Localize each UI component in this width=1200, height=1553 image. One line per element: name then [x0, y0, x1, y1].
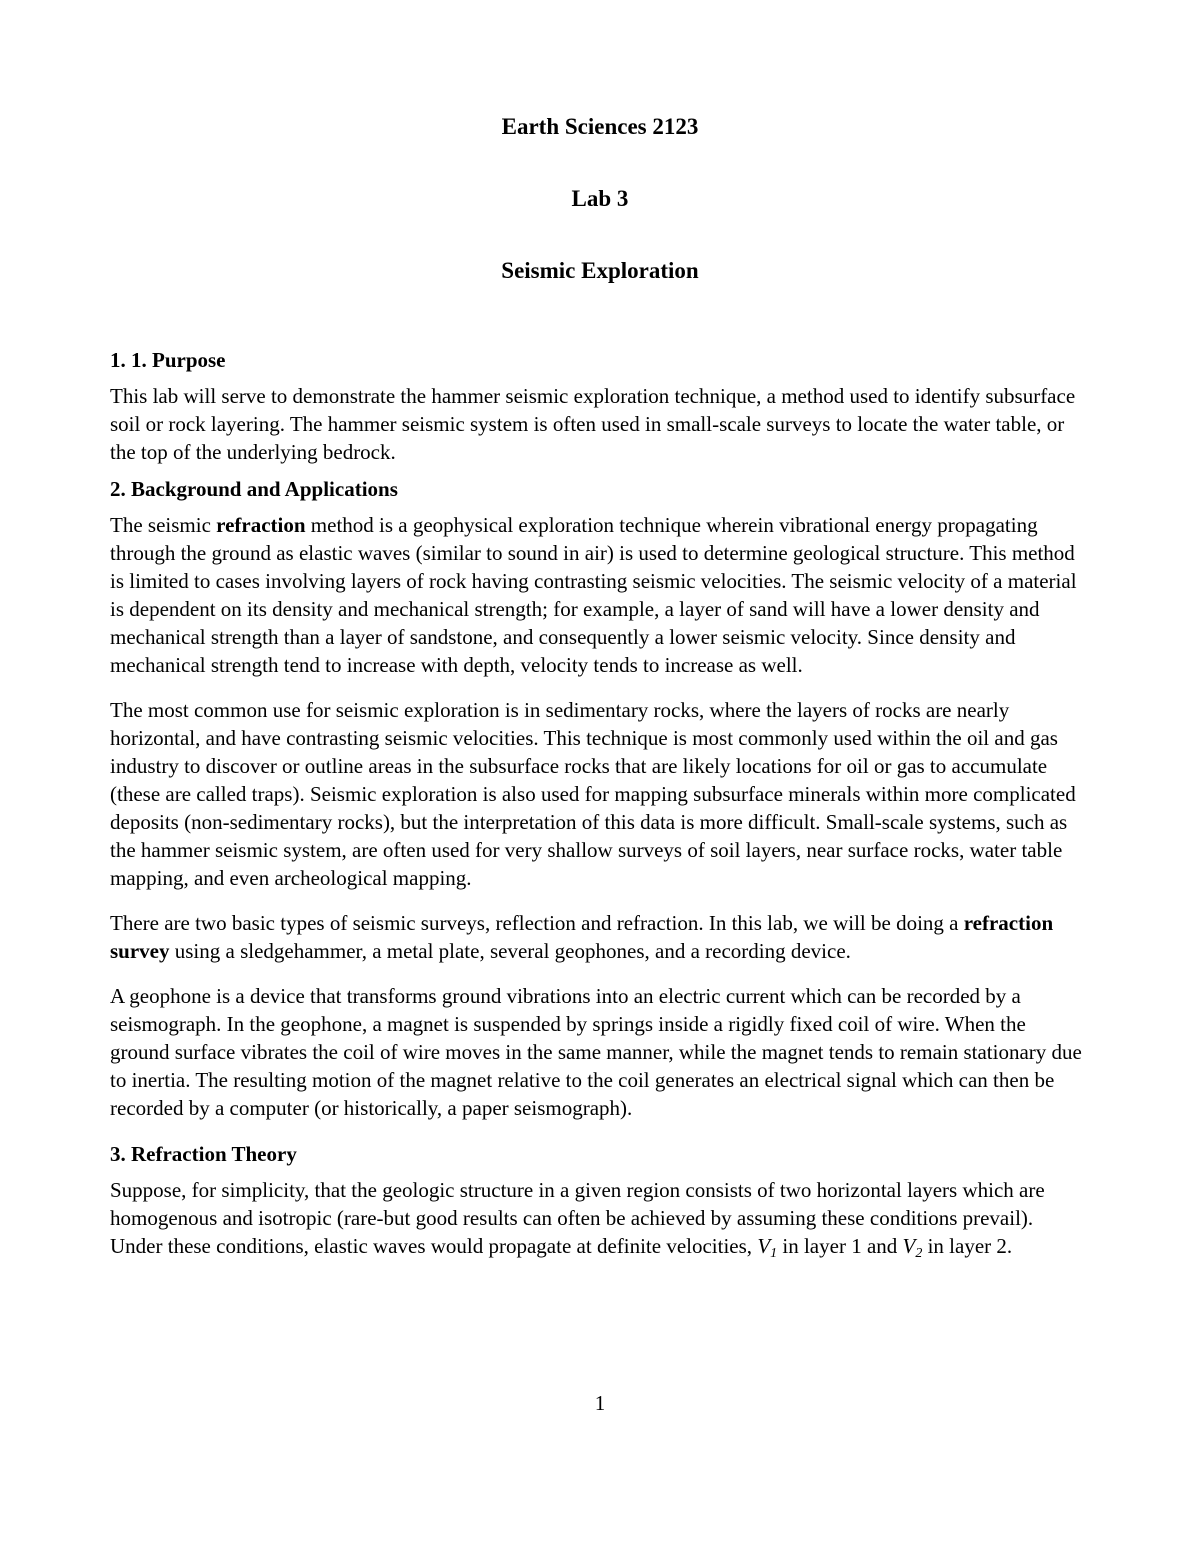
- background-paragraph-2: The most common use for seismic exploration is in sedimentary rocks, where the layers of rocks are nearly horizontal, and have contrasting seismic velocities. This technique is most commonly used within the oil and gas industry to discover or outline areas in the subsurface rocks that are likely locations for oil or gas to accumulate (these are called traps). Seismic exploration is also used for mapping subsurface minerals within more complicated deposits (non-sedimentary rocks), but the interpretation of this data is more difficult. Small-scale systems, such as the hammer seismic system, are often used for very shallow surveys of soil layers, near surface rocks, water table mapping, and even archeological mapping.: [110, 698, 1076, 890]
- text-run: in layer 2.: [922, 1234, 1013, 1258]
- bold-term-refraction-survey: refraction survey: [110, 911, 1054, 963]
- text-run: The seismic: [110, 513, 217, 537]
- variable-v1: [757, 1234, 778, 1261]
- background-paragraph-3: [110, 909, 1090, 965]
- text-run: Suppose, for simplicity, that the geologic structure in a given region consists of two horizontal layers which are homogenous and isotropic (rare-but good results can often be achieved by assuming these conditions prevail). Under these conditions, elastic waves would propagate at definite velocities,: [110, 1178, 1045, 1258]
- bold-term-refraction: refraction: [216, 513, 306, 537]
- theory-paragraph: [110, 1176, 1090, 1260]
- variable-letter: V: [902, 1234, 916, 1258]
- text-run: in layer 1 and: [777, 1234, 903, 1258]
- title-block: [110, 0, 1090, 282]
- course-title: Earth Sciences 2123: [501, 114, 699, 139]
- lab-number: Lab 3: [571, 186, 629, 211]
- variable-subscript: 1: [770, 1246, 778, 1261]
- variable-v2: [902, 1234, 923, 1261]
- purpose-paragraph: This lab will serve to demonstrate the hammer seismic exploration technique, a method used to identify subsurface soil or rock layering. The hammer seismic system is often used in small-scale surveys to locate the water table, or the top of the underlying bedrock.: [110, 384, 1076, 464]
- section-heading-background: 2. Background and Applications: [110, 477, 398, 501]
- lab-title: Seismic Exploration: [501, 258, 699, 283]
- variable-letter: V: [757, 1234, 771, 1258]
- background-paragraph-4: A geophone is a device that transforms ground vibrations into an electric current which can be recorded by a seismograph. In the geophone, a magnet is suspended by springs inside a rigidly fixed coil of wire. When the ground surface vibrates the coil of wire moves in the same manner, while the magnet tends to remain stationary due to inertia. The resulting motion of the magnet relative to the coil generates an electrical signal which can then be recorded by a computer (or historically, a paper seismograph).: [110, 984, 1082, 1120]
- variable-subscript: 2: [915, 1246, 923, 1261]
- page-number: 1: [594, 1391, 606, 1415]
- section-heading-purpose: 1. 1. Purpose: [110, 348, 226, 372]
- text-run: method is a geophysical exploration technique wherein vibrational energy propagating through the ground as elastic waves (similar to sound in air) is used to determine geological structure. This method is limited to cases involving layers of rock having contrasting seismic velocities. The seismic velocity of a material is dependent on its density and mechanical strength; for example, a layer of sand will have a lower density and mechanical strength than a layer of sandstone, and consequently a lower seismic velocity. Since density and mechanical strength tend to increase with depth, velocity tends to increase as well.: [110, 513, 1077, 677]
- background-paragraph-1: [110, 511, 1090, 679]
- section-heading-theory: 3. Refraction Theory: [110, 1142, 297, 1166]
- text-run: There are two basic types of seismic surveys, reflection and refraction. In this lab, we will be doing a: [110, 911, 964, 935]
- text-run: using a sledgehammer, a metal plate, several geophones, and a recording device.: [169, 939, 851, 963]
